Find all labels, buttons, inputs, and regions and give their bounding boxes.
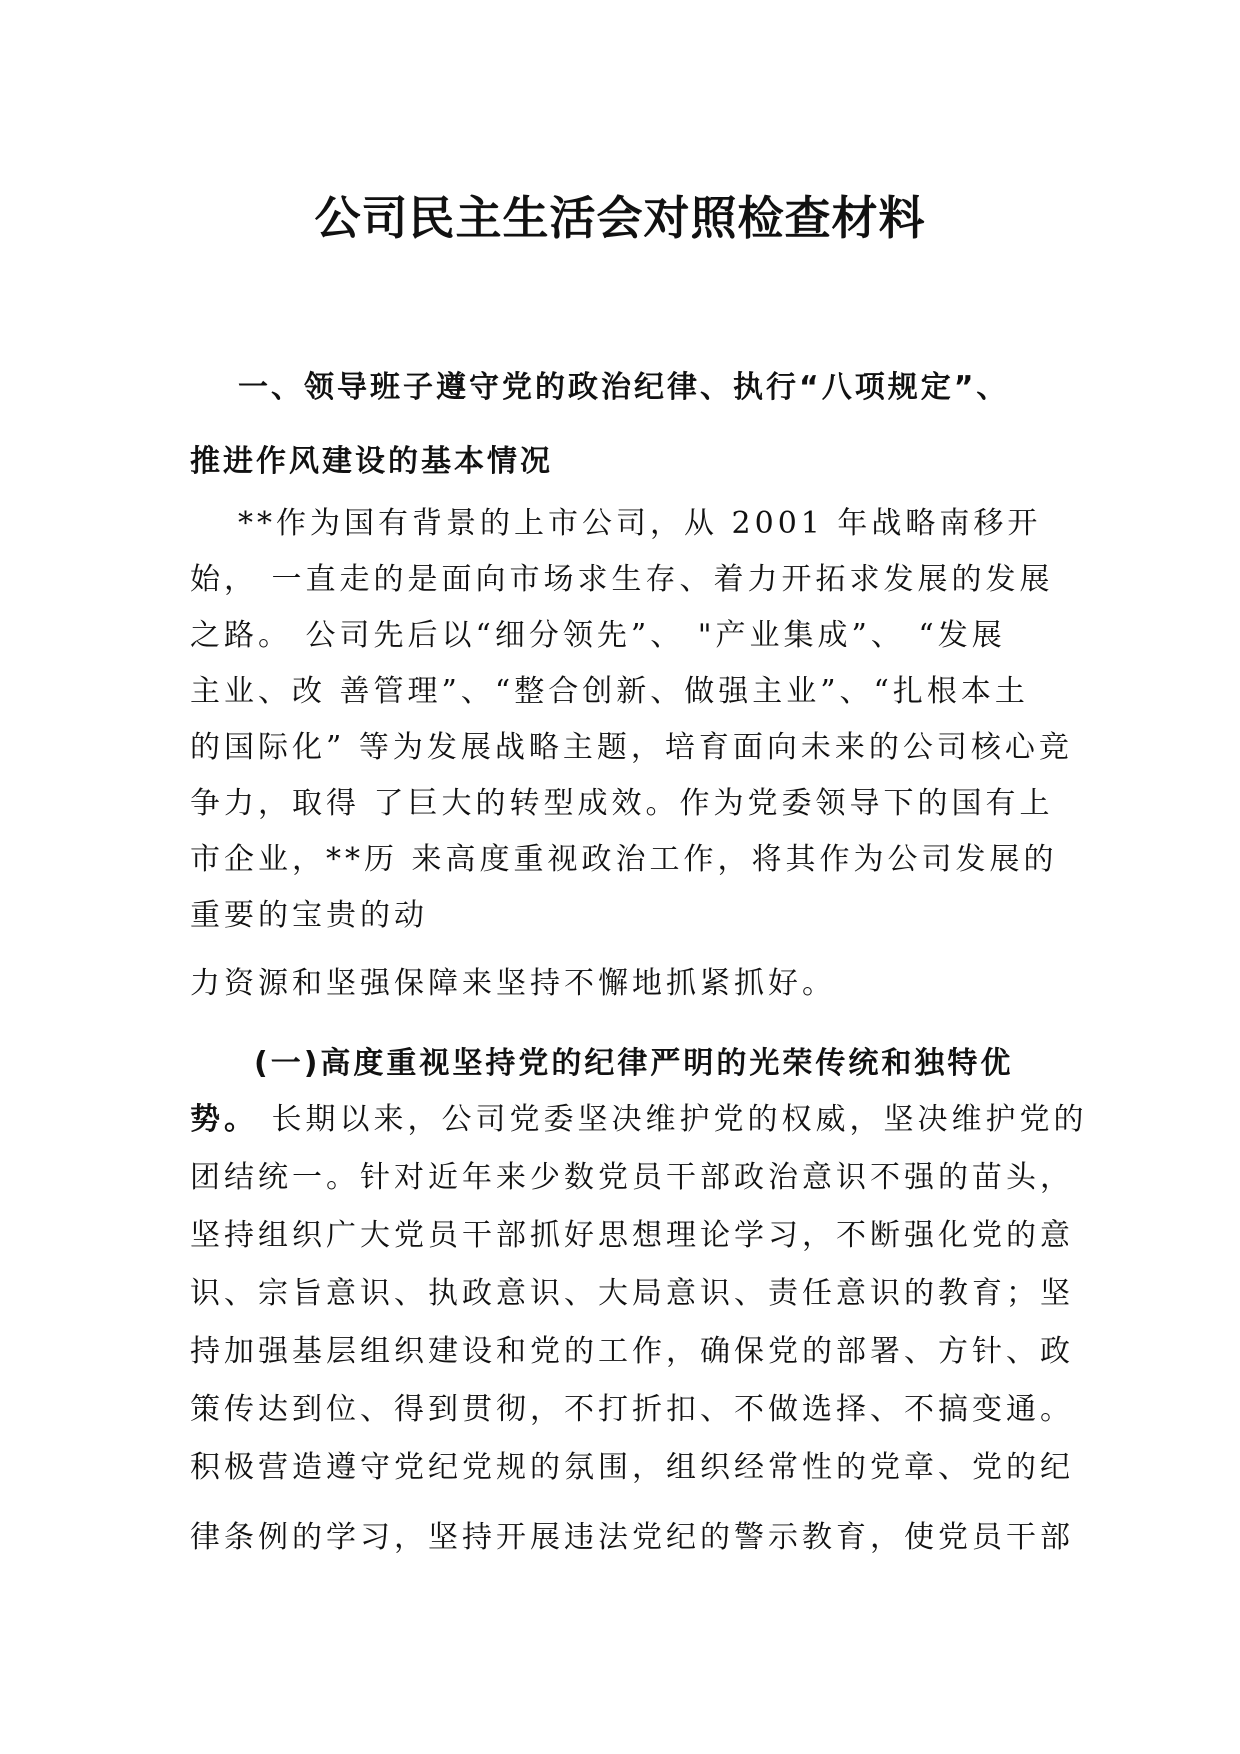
subsection-heading-lead: 势。 — [190, 1102, 258, 1137]
paragraph-line: 力资源和坚强保障来坚持不懈地抓紧抓好。 — [190, 966, 836, 1001]
paragraph-line: 策传达到位、得到贯彻，不打折扣、不做选择、不搞变通。 — [190, 1392, 1074, 1427]
paragraph-line: 主业、改 善管理”、“整合创新、做强主业”、“扎根本土 — [190, 674, 1029, 709]
subsection-first-line-text: 长期以来，公司党委坚决维护党的权威，坚决维护党的 — [258, 1102, 1088, 1137]
paragraph-line: 积极营造遵守党纪党规的氛围，组织经常性的党章、党的纪 — [190, 1450, 1074, 1485]
paragraph-line: 之路。 公司先后以“细分领先”、 "产业集成”、 “发展 — [190, 618, 1006, 653]
paragraph-line: 坚持组织广大党员干部抓好思想理论学习，不断强化党的意 — [190, 1218, 1074, 1253]
paragraph-line: 重要的宝贵的动 — [190, 898, 428, 933]
paragraph-line: 的国际化” 等为发展战略主题，培育面向未来的公司核心竞 — [190, 730, 1073, 765]
paragraph-line: 市企业，**历 来高度重视政治工作，将其作为公司发展的 — [190, 842, 1058, 877]
subsection-first-line — [190, 1100, 1088, 1140]
subsection-heading-line-1: (一)高度重视坚持党的纪律严明的光荣传统和独特优 — [254, 1046, 1014, 1081]
paragraph-line: 识、宗旨意识、执政意识、大局意识、责任意识的教育；坚 — [190, 1276, 1074, 1311]
paragraph-line: **作为国有背景的上市公司，从 2001 年战略南移开 — [238, 506, 1042, 541]
paragraph-line: 团结统一。针对近年来少数党员干部政治意识不强的苗头， — [190, 1160, 1074, 1195]
section-heading-line-1: 一、领导班子遵守党的政治纪律、执行“八项规定”、 — [238, 370, 1010, 405]
section-heading-line-2: 推进作风建设的基本情况 — [190, 444, 553, 479]
paragraph-line: 律条例的学习，坚持开展违法党纪的警示教育，使党员干部 — [190, 1520, 1074, 1555]
paragraph-line: 持加强基层组织建设和党的工作，确保党的部署、方针、政 — [190, 1334, 1074, 1369]
document-title: 公司民主生活会对照检查材料 — [314, 191, 926, 245]
paragraph-line: 始， 一直走的是面向市场求生存、着力开拓求发展的发展 — [190, 562, 1054, 597]
paragraph-line: 争力，取得 了巨大的转型成效。作为党委领导下的国有上 — [190, 786, 1054, 821]
